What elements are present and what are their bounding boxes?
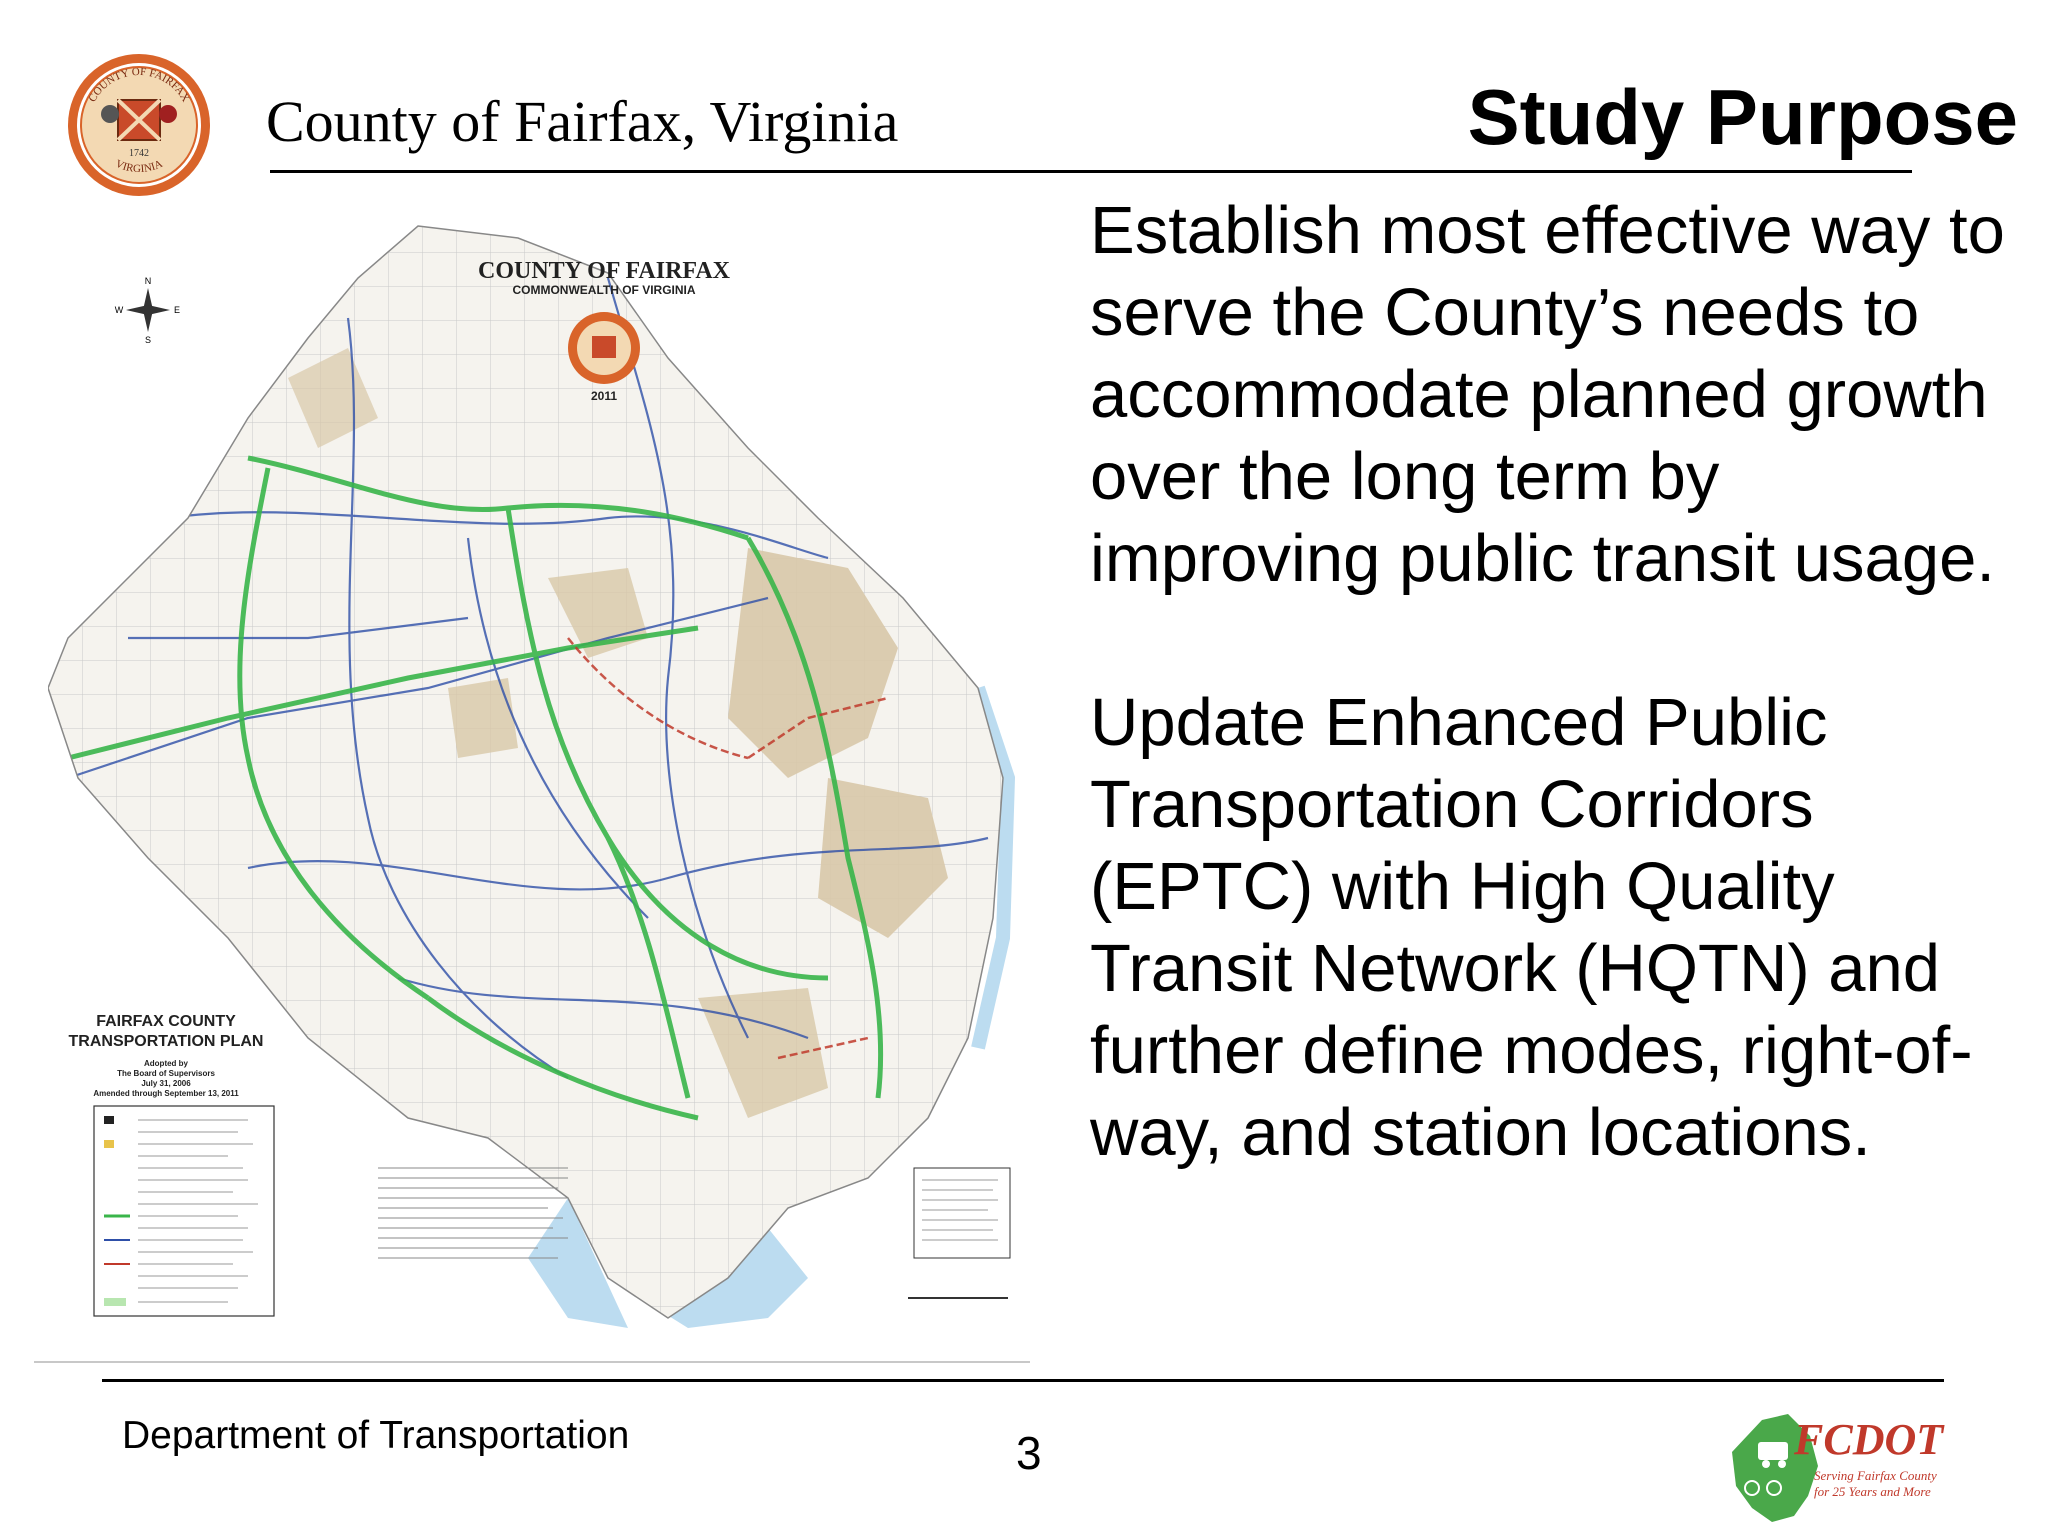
map-title: COUNTY OF FAIRFAX [478,258,730,284]
fcdot-tagline-1: Serving Fairfax County [1814,1468,1937,1483]
map-seal-icon [568,312,640,384]
compass-east: E [173,305,181,315]
compass-south: S [144,335,152,345]
footer-divider [102,1379,1944,1382]
fcdot-tagline-2: for 25 Years and More [1814,1484,1931,1499]
purpose-paragraph-2: Update Enhanced Public Transportation Corridors (EPTC) with High Quality Transit Network (HQTN) and further define modes, right-of-way, and station locations. [1090,685,1973,1170]
adopted-line4: Amended through September 13, 2011 [93,1089,239,1098]
map-legend [94,1106,274,1316]
county-seal-emblem [66,52,212,198]
adopted-line1: Adopted by [144,1059,188,1068]
seal-bottom-text: VIRGINIA [113,157,165,176]
fcdot-logo-icon [1722,1396,1950,1528]
transportation-plan-map [48,218,1016,1336]
adopted-line2: The Board of Supervisors [117,1069,215,1078]
fcdot-logo [1722,1396,1950,1528]
seal-year: 1742 [129,148,149,159]
map-image [48,218,1016,1336]
map-bottom-divider [34,1361,1030,1363]
map-subtitle: COMMONWEALTH OF VIRGINIA [512,283,696,297]
plan-title-line1: FAIRFAX COUNTY [96,1013,236,1030]
slide-title: Study Purpose [1467,73,2018,161]
county-name: County of Fairfax, Virginia [266,89,899,154]
study-purpose-content [1090,190,2020,1174]
purpose-paragraph-1: Establish most effective way to serve the County’s needs to accommodate planned growth over the long term by improving public transit usage. [1090,193,2005,596]
county-seal [66,52,212,198]
department-name: Department of Transportation [122,1414,630,1457]
compass-north: N [144,276,152,286]
fcdot-wordmark: FCDOT [1794,1415,1944,1464]
plan-title-line2: TRANSPORTATION PLAN [68,1033,264,1050]
seal-top-text: COUNTY OF FAIRFAX [86,65,192,105]
header-divider [270,170,1912,173]
adopted-line3: July 31, 2006 [141,1079,191,1088]
compass-west: W [114,305,124,315]
page-number: 3 [1016,1427,1042,1479]
map-year: 2011 [590,389,618,403]
